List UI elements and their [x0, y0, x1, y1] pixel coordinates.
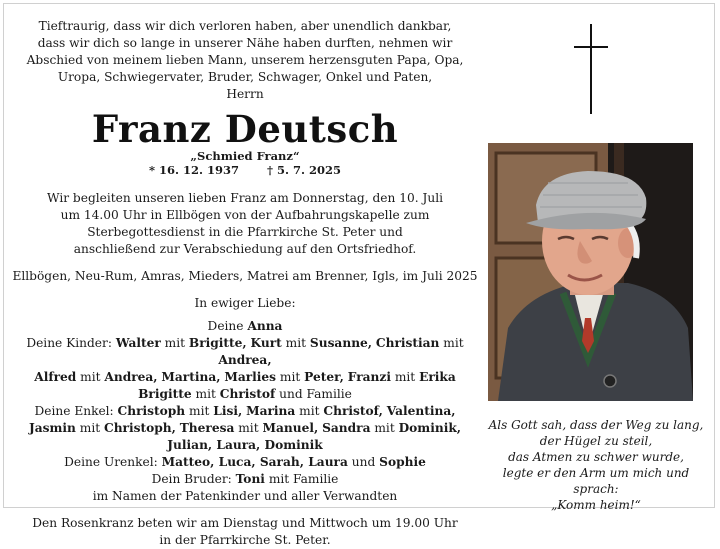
mourner-line-children: Alfred mit Andrea, Martina, Marlies mit Peter, Franzi mit Erika [34, 370, 456, 384]
funeral-line: Wir begleiten unseren lieben Franz am Donnerstag, den 10. Juli [47, 191, 443, 205]
intro-line: Abschied von meinem lieben Mann, unserem herzensguten Papa, Opa, [26, 53, 464, 67]
intro-line: Herrn [226, 87, 264, 101]
death-date: † 5. 7. 2025 [267, 163, 342, 177]
mourner-line-children: Deine Kinder: Walter mit Brigitte, Kurt mit Susanne, Christian mit Andrea, [26, 336, 464, 367]
mourner-line-grandchildren: Julian, Laura, Dominik [167, 438, 323, 452]
nickname: „Schmied Franz“ [190, 149, 300, 163]
love-title: In ewiger Liebe: [194, 296, 296, 310]
mourner-line-wife: Deine Anna [207, 319, 283, 333]
intro-line: Uropa, Schwiegervater, Bruder, Schwager, Onkel und Paten, [57, 70, 433, 84]
rosary-line: in der Pfarrkirche St. Peter. [159, 533, 331, 547]
intro-line: dass wir dich so lange in unserer Nähe haben durften, nehmen wir [37, 36, 453, 50]
deceased-name: Franz Deutsch [91, 107, 399, 151]
life-dates [10, 163, 480, 178]
mourner-line-grandchildren: Jasmin mit Christoph, Theresa mit Manuel, Sandra mit Dominik, [28, 421, 462, 435]
rosary-line: Den Rosenkranz beten wir am Dienstag und Mittwoch um 19.00 Uhr [32, 516, 458, 530]
mourner-line-closing: im Namen der Patenkinder und aller Verwandten [92, 489, 398, 503]
poem-line: „Komm heim!“ [551, 498, 641, 512]
notice-text-column [10, 18, 480, 549]
funeral-line: Sterbegottesdienst in die Pfarrkirche St. Peter und [87, 225, 403, 239]
poem-line: Als Gott sah, dass der Weg zu lang, [488, 418, 704, 432]
portrait-photo [488, 143, 693, 401]
memorial-poem [480, 417, 712, 513]
mourner-line-children: Brigitte mit Christof und Familie [138, 387, 352, 401]
place-date: Ellbögen, Neu-Rum, Amras, Mieders, Matrei am Brenner, Igls, im Juli 2025 [12, 269, 478, 283]
rosary-details [10, 515, 480, 549]
poem-line: der Hügel zu steil, [539, 434, 653, 448]
mourner-line-brother: Dein Bruder: Toni mit Familie [151, 472, 339, 486]
poem-line: legte er den Arm um mich und sprach: [502, 466, 690, 496]
mourner-line-grandchildren: Deine Enkel: Christoph mit Lisi, Marina mit Christof, Valentina, [34, 404, 456, 418]
mourner-line-great-grandchildren: Deine Urenkel: Matteo, Luca, Sarah, Laura und Sophie [64, 455, 426, 469]
mourners-list [10, 318, 480, 505]
poem-line: das Atmen zu schwer wurde, [508, 450, 684, 464]
cross-icon [574, 24, 608, 114]
intro-line: Tieftraurig, dass wir dich verloren haben, aber unendlich dankbar, [38, 19, 452, 33]
funeral-line: anschließend zur Verabschiedung auf den Ortsfriedhof. [73, 242, 417, 256]
funeral-details [10, 190, 480, 258]
funeral-line: um 14.00 Uhr in Ellbögen von der Aufbahrungskapelle zum [60, 208, 430, 222]
birth-date: * 16. 12. 1937 [148, 163, 239, 177]
intro-text [10, 18, 480, 103]
